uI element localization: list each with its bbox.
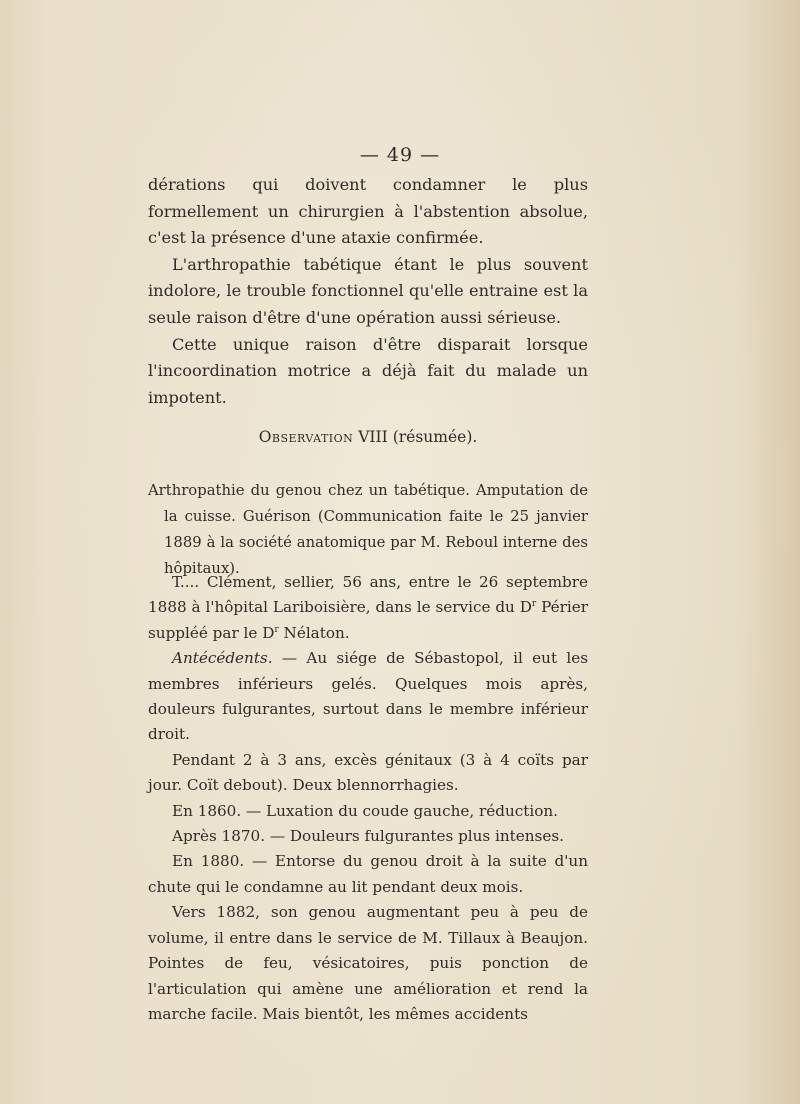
patient-intro-sup-2: r — [274, 624, 279, 635]
intro-paragraph-2: L'arthropathie tabétique étant le plus souvent indolore, le trouble fonctionnel qu'elle entraine est la seule raison d'être d'une opération aussi sérieuse. — [148, 254, 588, 327]
observation-summary-text: Arthropathie du genou chez un tabétique. Amputation de la cuisse. Guérison (Communication faite le 25 janvier 1889 à la société anatomique par M. Reboul interne des hôpitaux). — [148, 482, 588, 577]
antecedents-text: — Au siége de Sébastopol, il eut les membres inférieurs gelés. Quelques mois après, douleurs fulgurantes, surtout dans le membre inférieur droit. — [148, 649, 588, 744]
history-paragraph-2: En 1860. — Luxation du coude gauche, réduction. — [172, 801, 558, 820]
patient-intro-before: T.... Clément, sellier, 56 ans, entre le 26 septembre 1888 à l'hôpital Lariboisière, dans le service du D — [148, 573, 588, 617]
history-paragraph-1: Pendant 2 à 3 ans, excès génitaux (3 à 4 coïts par jour. Coït debout). Deux blennorrhagies. — [148, 750, 588, 795]
antecedents-paragraph — [148, 646, 588, 748]
observation-heading-label: Observation — [258, 428, 354, 446]
patient-intro-middle: Périer suppléé par le D — [148, 598, 588, 642]
patient-intro-sup-1: r — [531, 599, 537, 610]
patient-intro-after: Nélaton. — [278, 623, 350, 642]
patient-intro — [148, 570, 588, 646]
history-paragraph-5: Vers 1882, son genou augmentant peu à peu de volume, il entre dans le service de M. Tillaux à Beaujon. Pointes de feu, vésicatoires, puis ponction de l'articulation qui amène une amélioration et rend la marche facile. Mais bientôt, les mêmes accidents — [148, 903, 588, 1023]
observation-summary — [148, 478, 588, 582]
observation-heading — [148, 428, 588, 446]
intro-text — [148, 172, 588, 411]
case-body — [148, 570, 588, 1027]
observation-heading-number: VIII (résumée). — [353, 428, 478, 446]
antecedents-label: Antécédents. — [172, 649, 273, 668]
history-paragraph-3: Après 1870. — Douleurs fulgurantes plus intenses. — [172, 827, 564, 846]
page-number: — 49 — — [359, 144, 441, 166]
intro-paragraph-1: dérations qui doivent condamner le plus formellement un chirurgien à l'abstention absolue, c'est la présence d'une ataxie confirmée. — [148, 175, 588, 248]
history-paragraph-4: En 1880. — Entorse du genou droit à la suite d'un chute qui le condamne au lit pendant deux mois. — [148, 852, 588, 896]
intro-paragraph-3: Cette unique raison d'être disparait lorsque l'incoordination motrice a déjà fait du malade un impotent. — [148, 334, 588, 407]
